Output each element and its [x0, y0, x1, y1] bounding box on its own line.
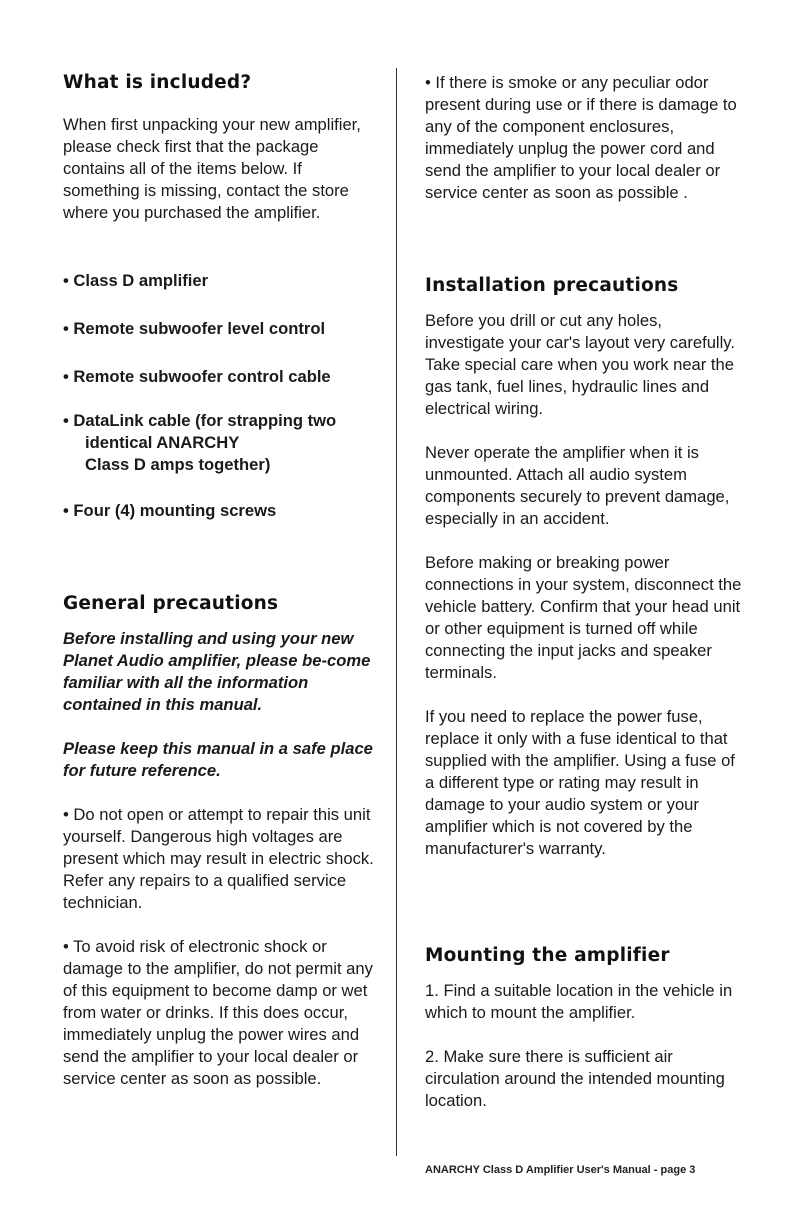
installation-mounted-warning: Never operate the amplifier when it is unmounted. Attach all audio system components securely to prevent damage, especially in an accident. — [425, 443, 730, 528]
included-item-control-cable: • Remote subwoofer control cable — [63, 367, 331, 386]
installation-fuse-warning: If you need to replace the power fuse, replace it only with a fuse identical to that supplied with the amplifier. Using a fuse of a different type or rating may result in damage to your audio system or your amplifier which is not covered by the manufacturer's warranty. — [425, 707, 735, 858]
included-item-datalink — [63, 410, 383, 476]
mounting-heading: Mounting the amplifier — [425, 945, 670, 966]
included-item-screws: • Four (4) mounting screws — [63, 501, 277, 520]
datalink-line-1: • DataLink cable (for strapping two — [63, 411, 337, 430]
general-moisture-warning: • To avoid risk of electronic shock or damage to the amplifier, do not permit any of this equipment to become damp or wet from water or drinks. If this does occur, immediately unplug the power wires and send the amplifier to your local dealer or service center as soon as possible. — [63, 937, 373, 1088]
general-note-keep-manual: Please keep this manual in a safe place for future reference. — [63, 739, 373, 780]
column-divider — [396, 68, 397, 1156]
installation-drill-warning: Before you drill or cut any holes, investigate your car's layout very carefully. Take special care when you work near the gas tank, fuel lines, hydraulic lines and electrical wiring. — [425, 311, 735, 418]
page-footer: ANARCHY Class D Amplifier User's Manual - page 3 — [425, 1164, 696, 1176]
general-repair-warning: • Do not open or attempt to repair this unit yourself. Dangerous high voltages are present which may result in electric shock. Refer any repairs to a qualified service technician. — [63, 805, 374, 912]
general-note-familiarize: Before installing and using your new Planet Audio amplifier, please be-come familiar with all the information contained in this manual. — [63, 629, 371, 714]
included-item-level-control: • Remote subwoofer level control — [63, 319, 326, 338]
mounting-step-2: 2. Make sure there is sufficient air circulation around the intended mounting location. — [425, 1047, 725, 1110]
installation-battery-warning: Before making or breaking power connections in your system, disconnect the vehicle battery. Confirm that your head unit or other equipment is turned off while connecting the input jacks and speaker terminals. — [425, 553, 742, 682]
installation-heading: Installation precautions — [425, 275, 679, 296]
smoke-warning: • If there is smoke or any peculiar odor present during use or if there is damage to any of the component enclosures, immediately unplug the power cord and send the amplifier to your local dealer or service center as soon as possible . — [425, 73, 737, 202]
datalink-line-3: Class D amps together) — [85, 455, 271, 474]
included-heading: What is included? — [63, 72, 252, 93]
included-intro: When first unpacking your new amplifier, please check first that the package contains all of the items below. If something is missing, contact the store where you purchased the amplifier. — [63, 115, 361, 222]
mounting-step-1: 1. Find a suitable location in the vehicle in which to mount the amplifier. — [425, 981, 733, 1022]
general-heading: General precautions — [63, 593, 279, 614]
datalink-line-2: identical ANARCHY — [85, 433, 240, 452]
included-item-amplifier: • Class D amplifier — [63, 271, 209, 290]
